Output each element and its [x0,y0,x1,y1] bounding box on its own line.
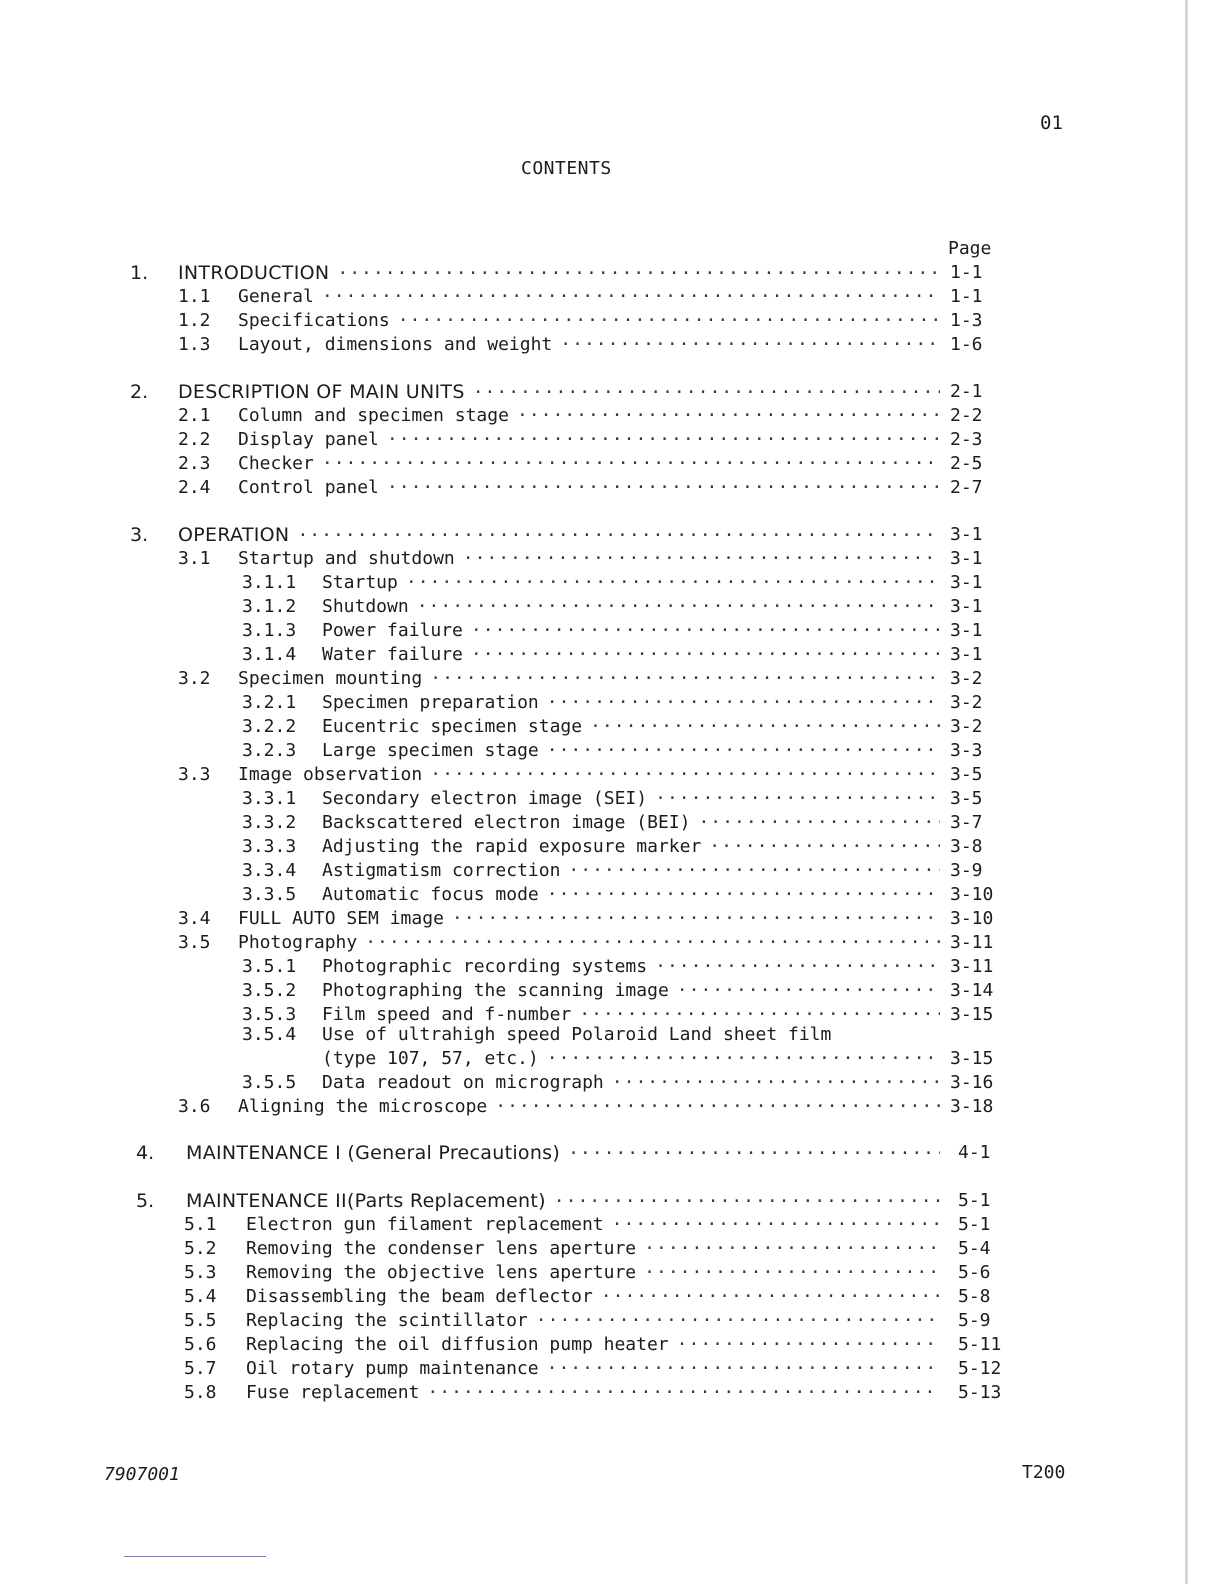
toc-entry-number: 3.2.1 [242,692,297,713]
toc-entry-page: 3-18 [950,1096,994,1117]
toc-entry-number: 3.1.3 [242,620,297,641]
toc-entry [242,716,983,740]
leader-dots [568,860,940,881]
toc-entry-title: OPERATION [178,524,290,546]
toc-entry [242,692,983,716]
toc-entry-title: Film speed and f-number [322,1004,572,1025]
toc-entry-number: 1. [130,262,149,284]
toc-entry-page: 2-2 [950,405,983,426]
page-column-header: Page [948,238,992,259]
toc-entry-title: Large specimen stage [322,740,539,761]
toc-entry-page: 3-15 [950,1048,994,1069]
toc-entry-page: 2-1 [950,381,983,402]
toc-chapter [130,262,983,286]
leader-dots [554,1191,940,1212]
leader-dots [612,1072,940,1093]
page-edge-shadow [1185,0,1188,1584]
leader-dots [536,1310,940,1331]
leader-dots [547,884,940,905]
toc-entry-page: 3-5 [950,764,983,785]
toc-entry-number: 2.1 [178,405,211,426]
toc-entry-title: Automatic focus mode [322,884,539,905]
toc-entry-number: 5.1 [184,1214,217,1235]
toc-entry [178,286,983,310]
leader-dots [452,908,940,929]
toc-entry [178,932,994,956]
toc-entry-title: INTRODUCTION [178,262,330,284]
toc-entry [178,310,983,334]
leader-dots [495,1096,940,1117]
toc-entry-title: Data readout on micrograph [322,1072,604,1093]
toc-chapter [136,1190,991,1214]
toc-entry [184,1382,1002,1406]
toc-entry-number: 3.3 [178,764,211,785]
toc-entry-page: 3-10 [950,884,994,905]
toc-entry [242,644,983,668]
leader-dots [568,1143,940,1164]
toc-entry-page: 3-11 [950,932,994,953]
leader-dots [677,1334,940,1355]
leader-dots [471,620,940,641]
toc-entry-title: Startup [322,572,398,593]
leader-dots [547,692,940,713]
toc-entry-number: 3. [130,524,149,546]
model-code: T200 [1022,1462,1066,1483]
toc-entry-number: 3.1.1 [242,572,297,593]
toc-entry-number: 5.2 [184,1238,217,1259]
toc-entry-page: 5-8 [958,1286,991,1307]
toc-entry-page: 5-11 [958,1334,1002,1355]
leader-dots [655,956,940,977]
toc-entry-title: Backscattered electron image (BEI) [322,812,691,833]
toc-entry-number: 3.6 [178,1096,211,1117]
toc-entry-page: 5-1 [958,1190,991,1211]
toc-entry-title: Column and specimen stage [238,405,509,426]
toc-entry-page: 3-10 [950,908,994,929]
toc-entry [242,980,994,1004]
toc-entry-title: Control panel [238,477,379,498]
toc-entry-number: 5.8 [184,1382,217,1403]
toc-entry-title: Layout, dimensions and weight [238,334,553,355]
toc-entry-page: 4-1 [958,1142,991,1163]
toc-entry-title: Adjusting the rapid exposure marker [322,836,702,857]
leader-dots [406,572,940,593]
toc-entry-title: Astigmatism correction [322,860,561,881]
toc-entry [242,956,994,980]
toc-entry-number: 3.2.3 [242,740,297,761]
toc-entry [242,812,983,836]
toc-entry-number: 2.4 [178,477,211,498]
toc-entry-title: MAINTENANCE I (General Precautions) [186,1142,561,1164]
toc-entry [184,1358,1002,1382]
leader-dots [427,1382,940,1403]
toc-entry-page: 3-5 [950,788,983,809]
toc-entry [242,788,983,812]
leader-dots [430,668,940,689]
toc-entry-page: 3-1 [950,644,983,665]
leader-dots [337,263,940,284]
toc-entry [184,1334,1002,1358]
leader-dots [579,1004,940,1025]
toc-entry-number: 3.2 [178,668,211,689]
leader-dots [297,525,940,546]
toc-entry-number: 3.5.3 [242,1004,297,1025]
toc-entry-page: 3-8 [950,836,983,857]
toc-entry-title: Disassembling the beam deflector [246,1286,593,1307]
toc-entry-number: 3.3.4 [242,860,297,881]
leader-dots [655,788,940,809]
toc-entry [178,477,983,501]
toc-entry-title: Replacing the oil diffusion pump heater [246,1334,669,1355]
toc-entry [178,334,983,358]
toc-entry-page: 3-14 [950,980,994,1001]
toc-entry-title: Replacing the scintillator [246,1310,528,1331]
toc-entry-title: Shutdown [322,596,409,617]
toc-entry [184,1214,991,1238]
toc-entry-number: 5. [136,1190,155,1212]
toc-entry-title: Fuse replacement [246,1382,420,1403]
toc-entry [178,548,983,572]
toc-entry-number: 1.1 [178,286,211,307]
toc-entry [178,405,983,429]
toc-entry-number: 3.1.4 [242,644,297,665]
toc-entry [184,1238,991,1262]
toc-entry-page: 3-11 [950,956,994,977]
toc-entry [178,1096,994,1120]
toc-entry [178,668,983,692]
toc-entry-number: 3.3.3 [242,836,297,857]
toc-entry [242,860,983,884]
leader-dots [709,836,940,857]
toc-entry-page: 5-6 [958,1262,991,1283]
toc-entry-title: Startup and shutdown [238,548,455,569]
toc-entry-page: 2-5 [950,453,983,474]
toc-entry-number: 3.5.1 [242,956,297,977]
toc-entry [242,884,994,908]
toc-entry-title: Oil rotary pump maintenance [246,1358,539,1379]
leader-dots [644,1238,940,1259]
toc-entry-page: 3-1 [950,596,983,617]
leader-dots [322,453,940,474]
leader-dots [547,740,940,761]
toc-entry-number: 5.4 [184,1286,217,1307]
toc-entry-number: 3.1 [178,548,211,569]
leader-dots [601,1286,940,1307]
toc-entry-number: 5.3 [184,1262,217,1283]
leader-dots [387,477,940,498]
toc-entry-title: Use of ultrahigh speed Polaroid Land sheet film [322,1024,832,1045]
toc-entry-page: 1-1 [950,286,983,307]
toc-entry-page: 5-9 [958,1310,991,1331]
toc-entry-title: Removing the condenser lens aperture [246,1238,637,1259]
toc-entry-page: 3-2 [950,692,983,713]
toc-entry-page: 3-9 [950,860,983,881]
leader-dots [398,310,940,331]
leader-dots [547,1048,940,1069]
toc-entry [178,453,983,477]
toc-entry-number: 3.5.4 [242,1024,297,1045]
toc-entry-page: 3-1 [950,524,983,545]
toc-entry-title: Aligning the microscope [238,1096,488,1117]
toc-entry-number: 5.5 [184,1310,217,1331]
toc-entry-title: MAINTENANCE II(Parts Replacement) [186,1190,546,1212]
toc-entry [242,620,983,644]
toc-entry-page: 3-1 [950,548,983,569]
toc-entry-number: 3.5.5 [242,1072,297,1093]
toc-entry-title: FULL AUTO SEM image [238,908,444,929]
toc-entry-title: Water failure [322,644,463,665]
leader-dots [590,716,940,737]
leader-dots [612,1214,940,1235]
toc-entry-number: 4. [136,1142,155,1164]
toc-entry-page: 1-6 [950,334,983,355]
toc-entry-title: Eucentric specimen stage [322,716,583,737]
toc-entry-number: 2.3 [178,453,211,474]
page-title: CONTENTS [521,158,612,179]
leader-dots [677,980,940,1001]
toc-entry [184,1310,991,1334]
toc-entry [242,740,983,764]
leader-dots [560,334,940,355]
toc-entry-page: 3-2 [950,716,983,737]
toc-entry-number: 2.2 [178,429,211,450]
toc-entry-number: 3.5 [178,932,211,953]
toc-entry-title: Image observation [238,764,423,785]
toc-entry-number: 3.3.5 [242,884,297,905]
toc-entry-title: Display panel [238,429,379,450]
toc-entry [242,572,983,596]
toc-entry-number: 3.5.2 [242,980,297,1001]
toc-entry [178,764,983,788]
toc-entry-title: Photographing the scanning image [322,980,669,1001]
toc-entry-title: Secondary electron image (SEI) [322,788,648,809]
leader-dots [471,644,940,665]
toc-entry-title: Removing the objective lens aperture [246,1262,637,1283]
toc-entry-number: 3.3.1 [242,788,297,809]
toc-entry-page: 1-3 [950,310,983,331]
toc-entry [178,908,994,932]
toc-entry [178,429,983,453]
toc-entry-title: General [238,286,314,307]
toc-entry-number: 1.3 [178,334,211,355]
leader-dots [698,812,940,833]
toc-entry-page: 5-13 [958,1382,1002,1403]
toc-entry-title: Checker [238,453,314,474]
toc-entry-page: 3-1 [950,620,983,641]
toc-entry-page: 3-15 [950,1004,994,1025]
leader-dots [365,932,940,953]
toc-entry [242,596,983,620]
toc-entry-page: 3-7 [950,812,983,833]
toc-entry [242,836,983,860]
toc-entry-page: 2-7 [950,477,983,498]
toc-entry-title: Photography [238,932,358,953]
leader-dots [644,1262,940,1283]
toc-entry [242,1024,940,1048]
toc-entry-title: Specifications [238,310,390,331]
leader-dots [430,764,940,785]
toc-entry-page: 2-3 [950,429,983,450]
leader-dots [417,596,940,617]
toc-chapter [136,1142,991,1166]
toc-entry-title: Power failure [322,620,463,641]
toc-entry-number: 3.4 [178,908,211,929]
toc-entry-number: 1.2 [178,310,211,331]
leader-dots [473,382,940,403]
toc-entry-title: Specimen mounting [238,668,423,689]
toc-chapter [130,381,983,405]
toc-entry [242,1072,994,1096]
toc-entry [184,1286,991,1310]
page-number: 01 [1040,112,1063,134]
toc-entry-number: 5.6 [184,1334,217,1355]
toc-entry-title: DESCRIPTION OF MAIN UNITS [178,381,465,403]
toc-entry-page: 5-12 [958,1358,1002,1379]
bottom-rule [124,1556,266,1557]
toc-entry-title: (type 107, 57, etc.) [322,1048,539,1069]
toc-entry-page: 3-3 [950,740,983,761]
toc-entry-page: 1-1 [950,262,983,283]
toc-entry-page: 3-16 [950,1072,994,1093]
toc-entry-number: 3.3.2 [242,812,297,833]
leader-dots [547,1358,940,1379]
toc-entry-number: 5.7 [184,1358,217,1379]
leader-dots [387,429,940,450]
document-number: 7907001 [104,1464,180,1485]
leader-dots [517,405,940,426]
toc-entry-page: 5-4 [958,1238,991,1259]
toc-entry-number: 3.1.2 [242,596,297,617]
toc-entry [242,1048,994,1072]
toc-entry-number: 2. [130,381,149,403]
toc-entry-page: 3-2 [950,668,983,689]
toc-entry-title: Photographic recording systems [322,956,648,977]
toc-entry-page: 5-1 [958,1214,991,1235]
toc-entry-page: 3-1 [950,572,983,593]
toc-entry-title: Electron gun filament replacement [246,1214,604,1235]
toc-chapter [130,524,983,548]
toc-entry [184,1262,991,1286]
leader-dots [322,286,940,307]
leader-dots [463,548,940,569]
toc-entry-title: Specimen preparation [322,692,539,713]
toc-entry-number: 3.2.2 [242,716,297,737]
